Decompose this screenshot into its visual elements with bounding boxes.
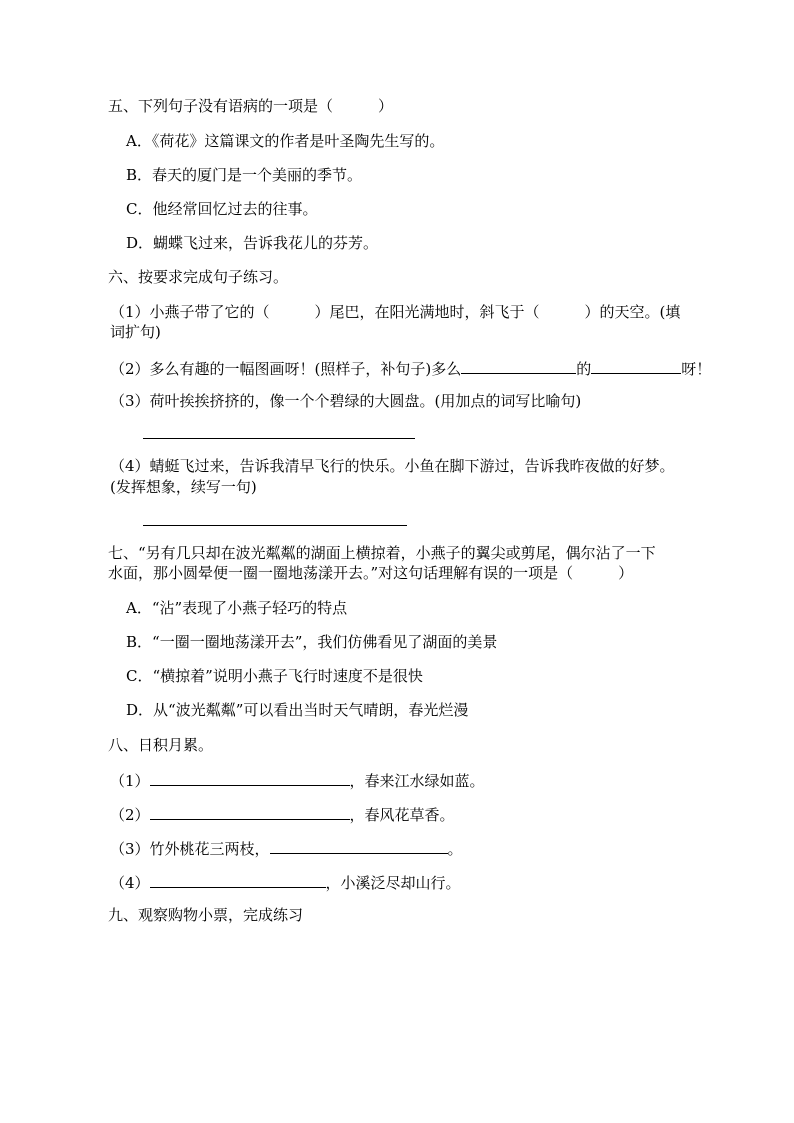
q8-item-1-suffix: ，春来江水绿如蓝。: [349, 772, 485, 790]
q6-item3: （3）荷叶挨挨挤挤的，像一个个碧绿的大圆盘。(用加点的词写比喻句): [110, 392, 582, 410]
q8-item-4: [110, 871, 461, 893]
q6-item2-text-c: 呀！: [681, 360, 712, 378]
q6-item1-line2: 词扩句): [110, 323, 161, 341]
q7-title-line2: 水面，那小圆晕便一圈一圈地荡漾开去。”对这句话理解有误的一项是（ ）: [108, 564, 634, 582]
q7-option-a[interactable]: A．“沾”表现了小燕子轻巧的特点: [126, 599, 348, 617]
q6-item4-line2: (发挥想象，续写一句): [110, 478, 257, 496]
q8-item-4-suffix: ，小溪泛尽却山行。: [325, 874, 461, 892]
q8-item-1-blank[interactable]: [150, 769, 350, 786]
q6-item4-answer-line[interactable]: [143, 525, 407, 526]
q6-item2: [110, 357, 711, 379]
q6-item2-text-b: 的: [576, 360, 592, 378]
q5-title: 五、下列句子没有语病的一项是（ ）: [108, 97, 394, 115]
q5-option-a[interactable]: A．《荷花》这篇课文的作者是叶圣陶先生写的。: [126, 132, 445, 150]
q6-item2-blank-1[interactable]: [461, 357, 576, 374]
q8-item-3: [110, 837, 463, 859]
q6-title: 六、按要求完成句子练习。: [108, 268, 289, 286]
q6-item4-line1: （4）蜻蜓飞过来，告诉我清早飞行的快乐。小鱼在脚下游过，告诉我昨夜做的好梦。: [110, 457, 675, 475]
q6-item2-text-a: （2）多么有趣的一幅图画呀！(照样子，补句子)多么: [110, 360, 462, 378]
q8-item-3-blank[interactable]: [270, 837, 448, 854]
q8-item-1: [110, 769, 485, 791]
q8-item-2: [110, 803, 455, 825]
q6-item1-line1: （1）小燕子带了它的（ ）尾巴，在阳光满地时，斜飞于（ ）的天空。(填: [110, 303, 681, 321]
q8-item-2-suffix: ，春风花草香。: [349, 806, 455, 824]
q5-option-c[interactable]: C．他经常回忆过去的往事。: [126, 200, 318, 218]
q8-item-4-prefix: （4）: [110, 874, 150, 892]
q5-option-d[interactable]: D．蝴蝶飞过来，告诉我花儿的芬芳。: [126, 234, 379, 252]
q9-title: 九、观察购物小票，完成练习: [108, 906, 304, 924]
q6-item2-blank-2[interactable]: [591, 357, 681, 374]
q8-item-1-prefix: （1）: [110, 772, 150, 790]
q7-option-d[interactable]: D．从“波光粼粼”可以看出当时天气晴朗，春光烂漫: [126, 701, 469, 719]
q8-item-2-blank[interactable]: [150, 803, 350, 820]
q8-item-3-suffix: 。: [447, 840, 463, 858]
q6-item3-answer-line[interactable]: [143, 438, 415, 439]
q8-item-2-prefix: （2）: [110, 806, 150, 824]
q5-option-b[interactable]: B．春天的厦门是一个美丽的季节。: [126, 166, 363, 184]
q7-option-b[interactable]: B．“一圈一圈地荡漾开去”，我们仿佛看见了湖面的美景: [126, 633, 498, 651]
q7-option-c[interactable]: C．“横掠着”说明小燕子飞行时速度不是很快: [126, 667, 423, 685]
q7-title-line1: 七、“另有几只却在波光粼粼的湖面上横掠着，小燕子的翼尖或剪尾，偶尔沾了一下: [108, 544, 656, 562]
q8-title: 八、日积月累。: [108, 736, 214, 754]
q8-item-3-prefix: （3）竹外桃花三两枝，: [110, 840, 270, 858]
q8-item-4-blank[interactable]: [150, 871, 326, 888]
